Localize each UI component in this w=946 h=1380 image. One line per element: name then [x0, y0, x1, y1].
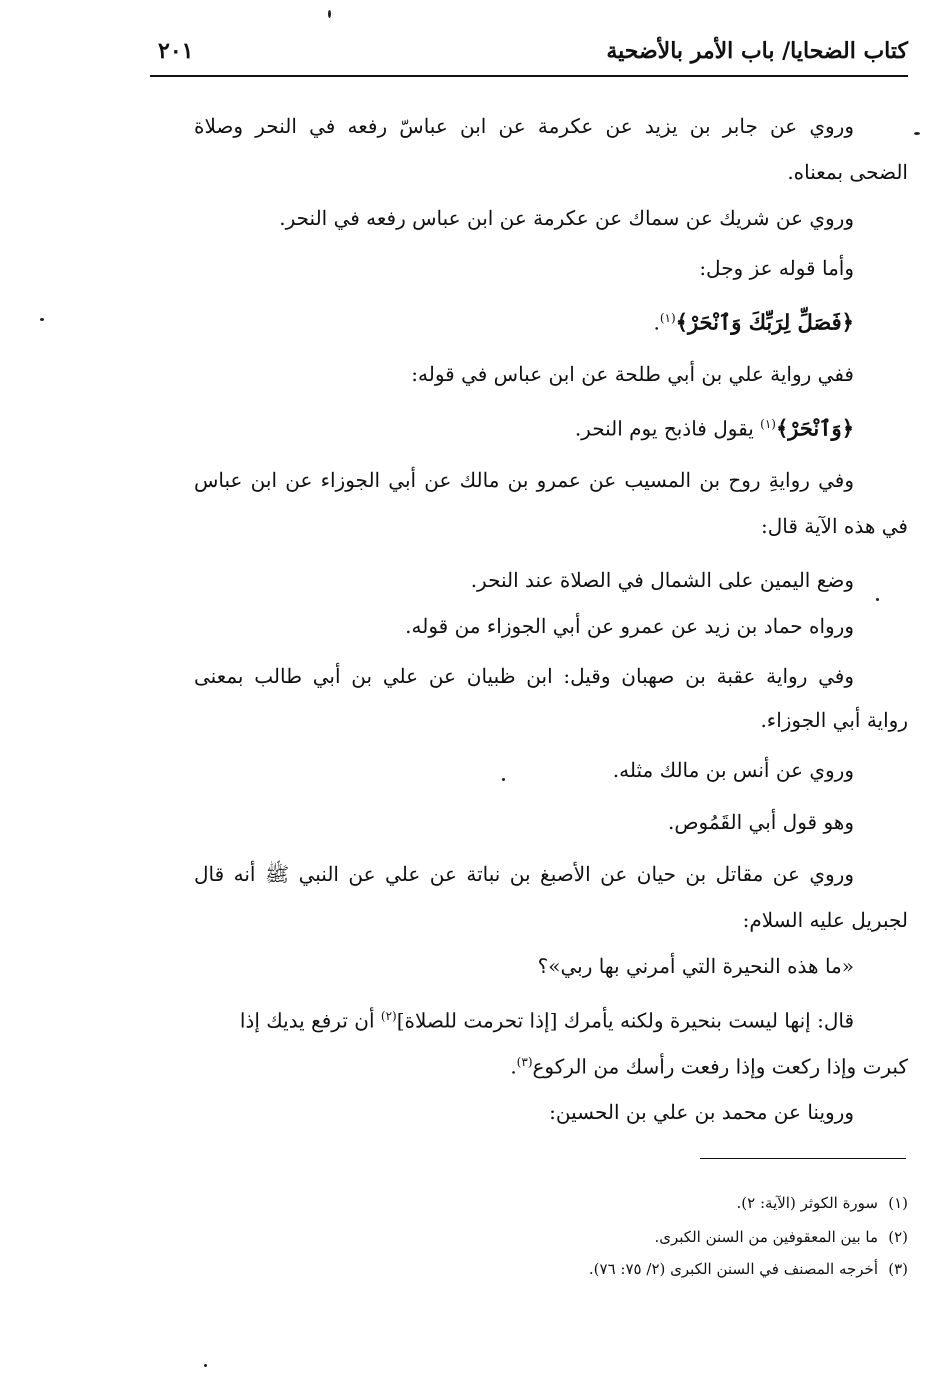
footnote-text: ما بين المعقوفين من السنن الكبرى.	[654, 1228, 878, 1246]
footnote-ref: (٢)	[380, 1009, 397, 1023]
text-fragment: يقول فاذبح يوم النحر.	[574, 416, 761, 441]
punctuation: .	[653, 310, 660, 335]
text-line: وأما قوله عز وجل:	[699, 256, 854, 280]
text-line: وروي عن مقاتل بن حيان عن الأصبغ بن نباتة عن علي عن النبي ﷺ أنه قال	[194, 862, 854, 886]
quran-verse: ﴿وَٱنْحَرْ﴾	[775, 415, 854, 441]
text-line: لجبريل عليه السلام:	[742, 908, 908, 932]
footnote-number: (٣)	[888, 1260, 908, 1278]
footnote-ref: (١)	[659, 311, 676, 325]
footnote	[737, 1190, 908, 1216]
text-line: ورواه حماد بن زيد عن عمرو عن أبي الجوزاء من قوله.	[405, 614, 854, 638]
text-line: وروي عن أنس بن مالك مثله.	[612, 758, 854, 782]
text-line: وفي روايةِ روح بن المسيب عن عمرو بن مالك عن أبي الجوزاء عن ابن عباس	[194, 468, 855, 492]
text-fragment: قال: إنها ليست بنحيرة ولكنه يأمرك [إذا تحرمت للصلاة]	[396, 1008, 854, 1033]
text-fragment: كبرت وإذا ركعت وإذا رفعت رأسك من الركوع	[532, 1054, 908, 1079]
text-line	[510, 1040, 908, 1089]
quran-verse: ﴿فَصَلِّ لِرَبِّكَ وَٱنْحَرْ﴾	[675, 309, 854, 335]
footnote	[654, 1224, 908, 1250]
footnote-ref: (١)	[760, 417, 776, 431]
header-rule	[150, 75, 908, 77]
text-line: ففي رواية علي بن أبي طلحة عن ابن عباس في قوله:	[411, 362, 854, 386]
scan-speck	[328, 10, 331, 18]
quran-verse-line	[575, 402, 854, 451]
text-line: وروي عن شريك عن سماك عن عكرمة عن ابن عباس رفعه في النحر.	[279, 206, 854, 230]
text-line: الضحى بمعناه.	[787, 160, 908, 184]
scan-speck	[876, 598, 879, 601]
text-line: وروينا عن محمد بن علي بن الحسين:	[549, 1100, 854, 1124]
scan-speck	[204, 1364, 207, 1367]
text-line: «ما هذه النحيرة التي أمرني بها ربي»؟	[537, 954, 854, 978]
punctuation: .	[510, 1054, 517, 1079]
quran-verse-line	[653, 296, 854, 345]
text-line	[240, 994, 854, 1043]
footnote-rule	[700, 1158, 906, 1159]
footnote-number: (٢)	[888, 1228, 908, 1246]
footnote	[589, 1256, 908, 1282]
scan-speck	[914, 132, 920, 135]
text-line: وروي عن جابر بن يزيد عن عكرمة عن ابن عباسّ رفعه في النحر وصلاة	[194, 114, 854, 138]
footnote-number: (١)	[888, 1194, 908, 1212]
scan-speck	[40, 318, 44, 321]
footnote-ref: (٣)	[516, 1055, 533, 1069]
text-line: وهو قول أبي القَمُوص.	[667, 810, 854, 834]
text-line: وفي رواية عقبة بن صهبان وقيل: ابن ظبيان عن علي بن أبي طالب بمعنى	[194, 664, 854, 688]
running-header-title: كتاب الضحايا/ باب الأمر بالأضحية	[606, 38, 908, 64]
text-line: رواية أبي الجوزاء.	[760, 708, 908, 732]
text-line: في هذه الآية قال:	[760, 514, 908, 538]
text-fragment: أن ترفع يديك إذا	[239, 1008, 381, 1033]
footnote-text: أخرجه المصنف في السنن الكبرى (٢/ ٧٥: ٧٦).	[588, 1260, 878, 1278]
page-number: ٢٠١	[158, 38, 194, 64]
scan-speck	[502, 778, 505, 781]
footnote-text: سورة الكوثر (الآية: ٢).	[736, 1194, 878, 1212]
text-line: وضع اليمين على الشمال في الصلاة عند النحر.	[470, 568, 854, 592]
